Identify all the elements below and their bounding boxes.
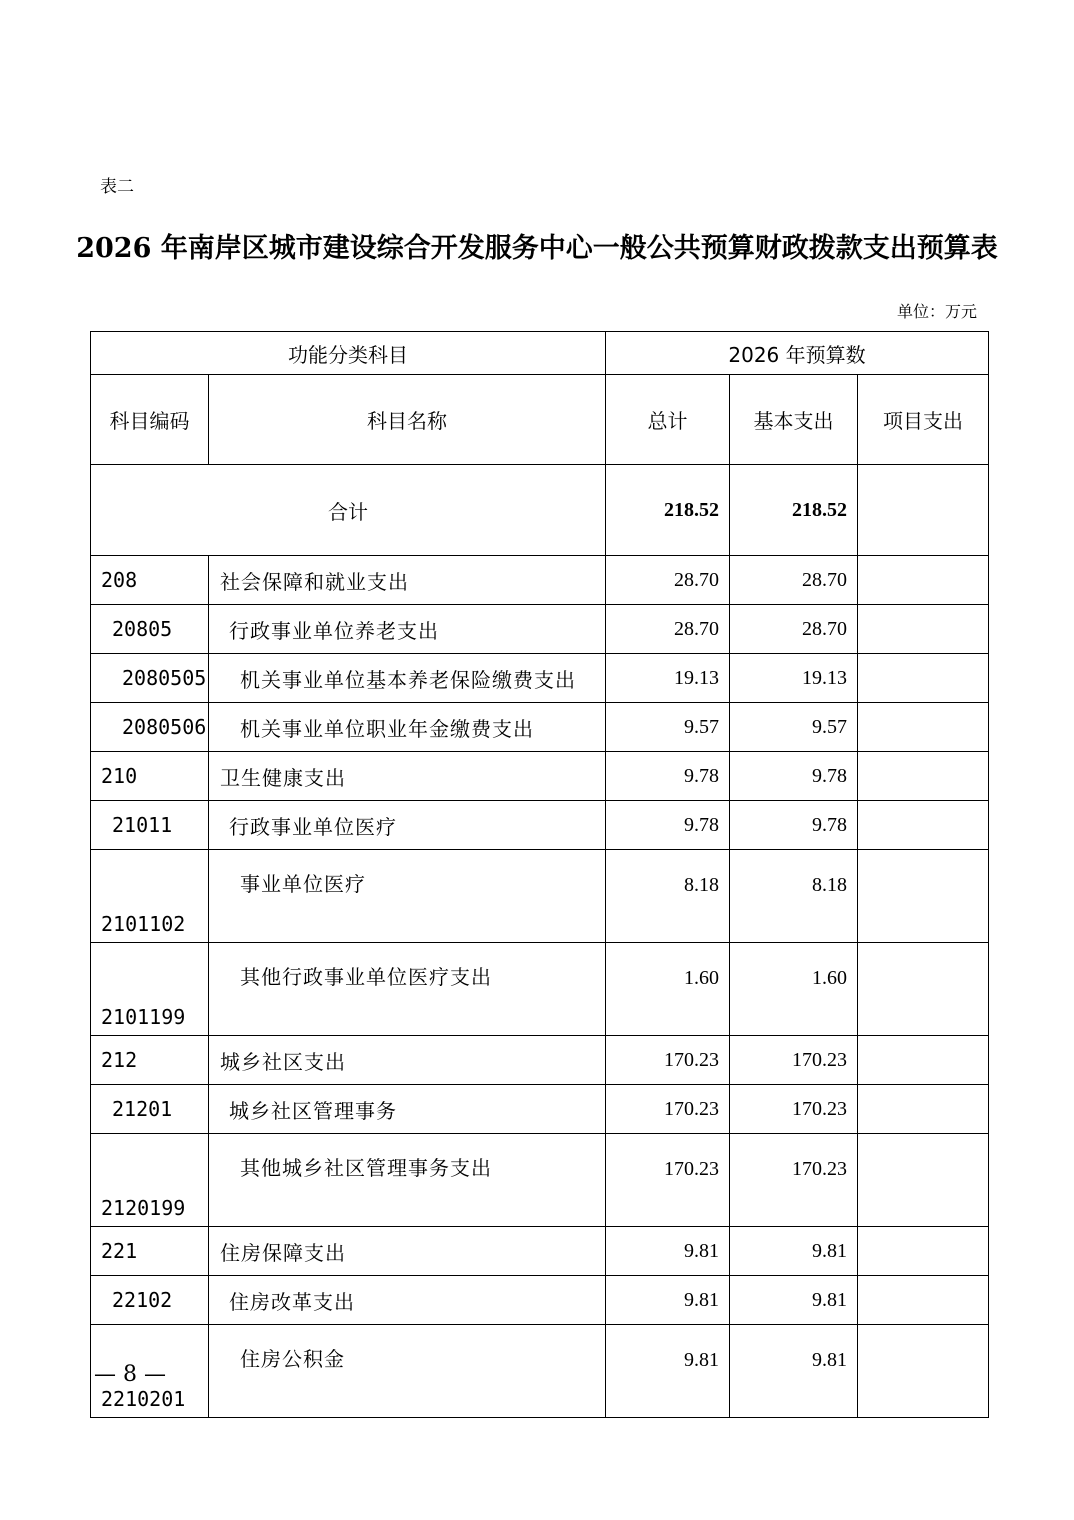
row-basic: 170.23 xyxy=(730,1134,858,1227)
table-row xyxy=(91,1276,989,1325)
table-row xyxy=(91,703,989,752)
row-project xyxy=(858,703,989,752)
row-code: 2120199 xyxy=(91,1134,209,1227)
row-code: 221 xyxy=(91,1227,209,1276)
row-basic: 28.70 xyxy=(730,605,858,654)
row-basic: 28.70 xyxy=(730,556,858,605)
row-code: 208 xyxy=(91,556,209,605)
header-name: 科目名称 xyxy=(209,375,606,465)
table-row xyxy=(91,1085,989,1134)
row-project xyxy=(858,654,989,703)
document-title: 2026 年南岸区城市建设综合开发服务中心一般公共预算财政拨款支出预算表 xyxy=(76,233,998,264)
row-basic: 9.57 xyxy=(730,703,858,752)
page-number: — 8 — xyxy=(94,1362,166,1387)
row-basic: 9.81 xyxy=(730,1325,858,1418)
row-project xyxy=(858,1227,989,1276)
row-project xyxy=(858,850,989,943)
row-name: 其他城乡社区管理事务支出 xyxy=(209,1134,606,1227)
row-basic: 170.23 xyxy=(730,1085,858,1134)
total-project xyxy=(858,465,989,556)
row-name: 社会保障和就业支出 xyxy=(209,556,606,605)
total-basic: 218.52 xyxy=(730,465,858,556)
row-name: 卫生健康支出 xyxy=(209,752,606,801)
row-basic: 9.81 xyxy=(730,1227,858,1276)
row-code: 2080506 xyxy=(91,703,209,752)
table-row xyxy=(91,654,989,703)
row-project xyxy=(858,943,989,1036)
row-total: 170.23 xyxy=(606,1085,730,1134)
total-label: 合计 xyxy=(91,465,606,556)
row-code: 2101102 xyxy=(91,850,209,943)
header-project: 项目支出 xyxy=(858,375,989,465)
row-name: 机关事业单位职业年金缴费支出 xyxy=(209,703,606,752)
row-name: 其他行政事业单位医疗支出 xyxy=(209,943,606,1036)
row-project xyxy=(858,1134,989,1227)
header-budget-2026: 2026 年预算数 xyxy=(606,332,989,375)
row-total: 28.70 xyxy=(606,605,730,654)
row-total: 9.81 xyxy=(606,1276,730,1325)
row-code: 22102 xyxy=(91,1276,209,1325)
row-name: 住房公积金 xyxy=(209,1325,606,1418)
row-total: 9.81 xyxy=(606,1227,730,1276)
table-row xyxy=(91,752,989,801)
header-row-columns xyxy=(91,375,989,465)
table-row xyxy=(91,943,989,1036)
row-basic: 1.60 xyxy=(730,943,858,1036)
row-total: 28.70 xyxy=(606,556,730,605)
row-code: 2101199 xyxy=(91,943,209,1036)
table-row xyxy=(91,1227,989,1276)
row-basic: 9.78 xyxy=(730,752,858,801)
row-name: 城乡社区支出 xyxy=(209,1036,606,1085)
row-code: 2080505 xyxy=(91,654,209,703)
row-name: 住房保障支出 xyxy=(209,1227,606,1276)
header-total: 总计 xyxy=(606,375,730,465)
row-total: 9.57 xyxy=(606,703,730,752)
row-code: 210 xyxy=(91,752,209,801)
table-row xyxy=(91,556,989,605)
header-basic: 基本支出 xyxy=(730,375,858,465)
row-code: 21011 xyxy=(91,801,209,850)
row-total: 9.78 xyxy=(606,801,730,850)
table-row xyxy=(91,1036,989,1085)
row-basic: 9.78 xyxy=(730,801,858,850)
row-name: 事业单位医疗 xyxy=(209,850,606,943)
table-row xyxy=(91,1325,989,1418)
row-project xyxy=(858,801,989,850)
row-total: 170.23 xyxy=(606,1036,730,1085)
row-basic: 8.18 xyxy=(730,850,858,943)
row-code: 212 xyxy=(91,1036,209,1085)
row-total: 9.78 xyxy=(606,752,730,801)
row-code: 20805 xyxy=(91,605,209,654)
row-name: 行政事业单位医疗 xyxy=(209,801,606,850)
row-project xyxy=(858,1085,989,1134)
row-project xyxy=(858,1036,989,1085)
row-total: 19.13 xyxy=(606,654,730,703)
table-number-label: 表二 xyxy=(100,177,134,197)
row-name: 住房改革支出 xyxy=(209,1276,606,1325)
header-functional-classification: 功能分类科目 xyxy=(91,332,606,375)
row-project xyxy=(858,752,989,801)
row-total: 170.23 xyxy=(606,1134,730,1227)
row-code: 21201 xyxy=(91,1085,209,1134)
row-basic: 170.23 xyxy=(730,1036,858,1085)
row-basic: 9.81 xyxy=(730,1276,858,1325)
row-name: 机关事业单位基本养老保险缴费支出 xyxy=(209,654,606,703)
row-project xyxy=(858,556,989,605)
row-total: 1.60 xyxy=(606,943,730,1036)
header-code: 科目编码 xyxy=(91,375,209,465)
row-basic: 19.13 xyxy=(730,654,858,703)
row-total: 8.18 xyxy=(606,850,730,943)
table-row xyxy=(91,605,989,654)
row-total: 9.81 xyxy=(606,1325,730,1418)
row-project xyxy=(858,1276,989,1325)
row-name: 行政事业单位养老支出 xyxy=(209,605,606,654)
total-value: 218.52 xyxy=(606,465,730,556)
header-row-group xyxy=(91,332,989,375)
row-project xyxy=(858,1325,989,1418)
total-row xyxy=(91,465,989,556)
unit-label: 单位：万元 xyxy=(896,302,977,321)
row-code: 2210201 xyxy=(91,1325,209,1418)
table-row xyxy=(91,850,989,943)
table-row xyxy=(91,801,989,850)
row-project xyxy=(858,605,989,654)
budget-table xyxy=(90,331,989,1418)
row-name: 城乡社区管理事务 xyxy=(209,1085,606,1134)
table-row xyxy=(91,1134,989,1227)
